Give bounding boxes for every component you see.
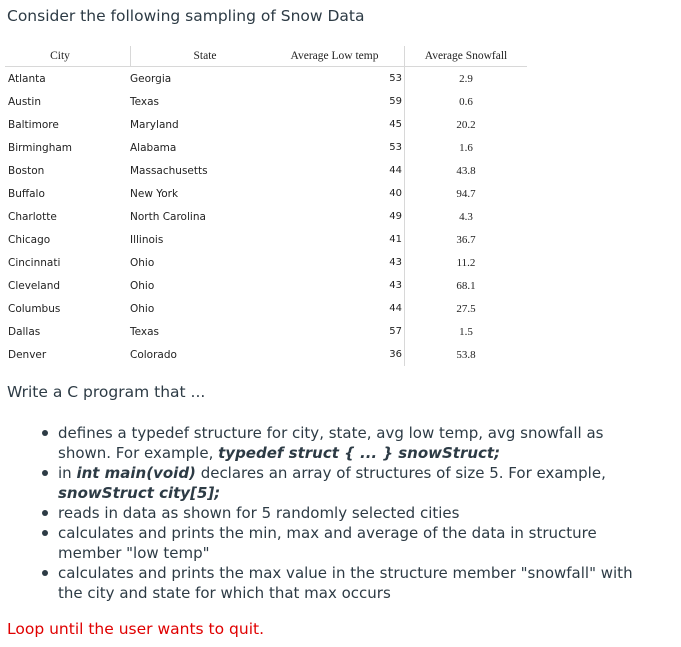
cell-state: Ohio <box>130 279 155 292</box>
cell-avg-snowfall: 11.2 <box>456 256 476 269</box>
cell-avg-low-temp: 36 <box>265 343 405 366</box>
cell-avg-low-temp: 40 <box>265 182 405 205</box>
bullet-icon <box>42 570 48 576</box>
cell-avg-snowfall: 94.7 <box>456 187 476 200</box>
cell-avg-low-temp: 43 <box>265 251 405 274</box>
table-row <box>5 182 527 205</box>
table-row <box>5 320 527 343</box>
cell-avg-low-temp: 57 <box>265 320 405 343</box>
table-row <box>5 228 527 251</box>
header-city: City <box>50 50 70 62</box>
table-row <box>5 136 527 159</box>
table-row <box>5 159 527 182</box>
header-avg-snowfall: Average Snowfall <box>424 50 508 62</box>
cell-avg-snowfall: 43.8 <box>456 164 476 177</box>
cell-city: Charlotte <box>8 210 57 223</box>
table-row <box>5 274 527 297</box>
table-row <box>5 67 527 90</box>
bullet-text: in <box>58 464 77 482</box>
bullet-icon <box>42 510 48 516</box>
cell-avg-low-temp: 44 <box>265 297 405 320</box>
cell-state: Ohio <box>130 302 155 315</box>
bullet-text: defines a typedef structure for city, state, avg low temp, avg snowfall as shown. For example, <box>58 424 604 462</box>
bullet-icon <box>42 430 48 436</box>
snow-data-table <box>5 46 527 366</box>
bullet-icon <box>42 530 48 536</box>
list-item <box>38 563 658 603</box>
cell-avg-snowfall: 68.1 <box>456 279 476 292</box>
code-snippet: typedef struct { ... } snowStruct; <box>218 444 501 462</box>
cell-avg-snowfall: 36.7 <box>456 233 476 246</box>
table-body <box>5 67 527 366</box>
header-divider <box>130 46 131 66</box>
loop-instruction: Loop until the user wants to quit. <box>7 620 264 638</box>
cell-avg-snowfall: 20.2 <box>456 118 476 131</box>
cell-city: Atlanta <box>8 72 46 85</box>
cell-state: Ohio <box>130 256 155 269</box>
header-state: State <box>193 50 217 62</box>
cell-city: Baltimore <box>8 118 59 131</box>
cell-city: Dallas <box>8 325 41 338</box>
cell-avg-snowfall: 1.6 <box>459 141 473 154</box>
cell-state: Georgia <box>130 72 172 85</box>
cell-city: Columbus <box>8 302 61 315</box>
bullet-icon <box>42 470 48 476</box>
cell-city: Cincinnati <box>8 256 61 269</box>
table-row <box>5 90 527 113</box>
bullet-text: calculates and prints the max value in the structure member "snowfall" with the city and state for which that max occurs <box>58 564 633 602</box>
cell-avg-low-temp: 44 <box>265 159 405 182</box>
cell-state: Massachusetts <box>130 164 208 177</box>
cell-city: Boston <box>8 164 45 177</box>
code-snippet: snowStruct city[5]; <box>58 484 221 502</box>
cell-avg-low-temp: 53 <box>265 67 405 90</box>
cell-avg-snowfall: 27.5 <box>456 302 476 315</box>
table-row <box>5 251 527 274</box>
header-avg-low-temp: Average Low temp <box>265 46 405 66</box>
cell-state: Texas <box>130 325 160 338</box>
write-intro: Write a C program that ... <box>7 383 206 401</box>
cell-city: Cleveland <box>8 279 61 292</box>
cell-avg-snowfall: 2.9 <box>459 72 473 85</box>
intro-text: Consider the following sampling of Snow Data <box>7 7 365 25</box>
cell-avg-snowfall: 4.3 <box>459 210 473 223</box>
cell-city: Denver <box>8 348 47 361</box>
cell-state: Alabama <box>130 141 177 154</box>
table-row <box>5 297 527 320</box>
cell-avg-snowfall: 1.5 <box>459 325 473 338</box>
requirements-list <box>38 423 658 603</box>
list-item <box>38 463 658 503</box>
cell-avg-low-temp: 43 <box>265 274 405 297</box>
table-row <box>5 113 527 136</box>
bullet-text: reads in data as shown for 5 randomly selected cities <box>58 504 460 522</box>
bullet-text: calculates and prints the min, max and average of the data in structure member "low temp" <box>58 524 597 562</box>
cell-city: Buffalo <box>8 187 45 200</box>
cell-city: Austin <box>8 95 41 108</box>
cell-avg-low-temp: 41 <box>265 228 405 251</box>
list-item <box>38 423 658 463</box>
cell-city: Chicago <box>8 233 51 246</box>
cell-city: Birmingham <box>8 141 73 154</box>
list-item <box>38 523 658 563</box>
cell-state: Texas <box>130 95 160 108</box>
cell-state: North Carolina <box>130 210 206 223</box>
code-snippet: int main(void) <box>76 464 196 482</box>
table-row <box>5 343 527 366</box>
cell-avg-snowfall: 53.8 <box>456 348 476 361</box>
cell-state: New York <box>130 187 179 200</box>
cell-avg-low-temp: 53 <box>265 136 405 159</box>
cell-state: Maryland <box>130 118 179 131</box>
bullet-text: declares an array of structures of size 5. For example, <box>195 464 606 482</box>
table-row <box>5 205 527 228</box>
cell-avg-low-temp: 59 <box>265 90 405 113</box>
cell-state: Colorado <box>130 348 177 361</box>
table-header-row <box>5 46 527 67</box>
cell-state: Illinois <box>130 233 164 246</box>
cell-avg-snowfall: 0.6 <box>459 95 473 108</box>
cell-avg-low-temp: 49 <box>265 205 405 228</box>
cell-avg-low-temp: 45 <box>265 113 405 136</box>
list-item <box>38 503 658 523</box>
